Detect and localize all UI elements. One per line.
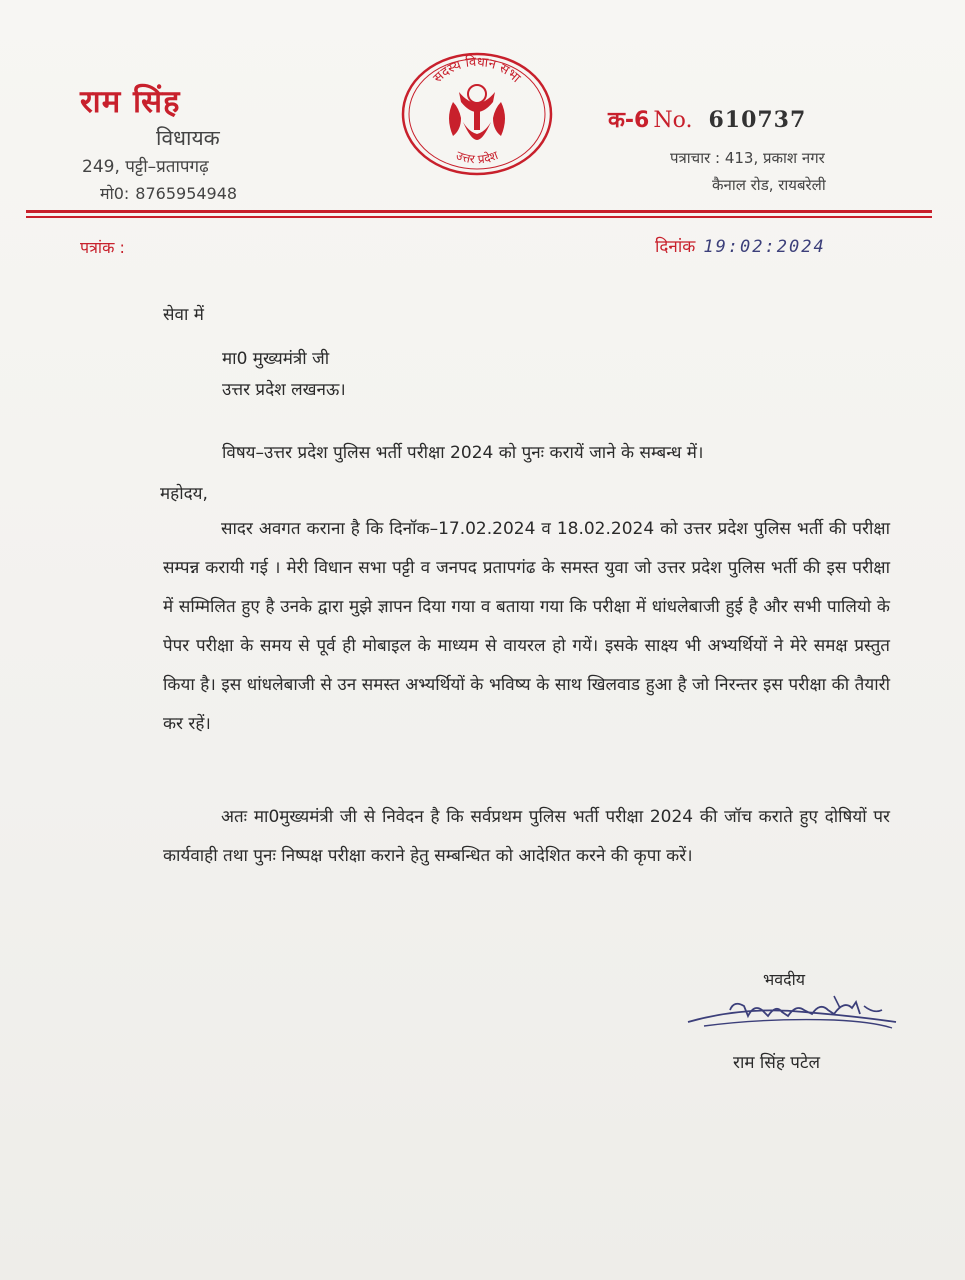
mobile-line (100, 182, 237, 204)
body-paragraph-2 (163, 798, 890, 876)
closing: भवदीय (763, 970, 806, 989)
handwritten-signature (684, 992, 900, 1036)
greeting: महोदय, (160, 484, 208, 504)
correspondence-address-line2: कैनाल रोड, रायबरेली (712, 176, 826, 194)
body-paragraph-1 (163, 510, 890, 744)
designation: विधायक (156, 126, 220, 150)
constituency-address: 249, पट्टी–प्रतापगढ़ (82, 157, 209, 177)
subject-line: विषय–उत्तर प्रदेश पुलिस भर्ती परीक्षा 2024 को पुनः करायें जाने के सम्बन्ध में। (222, 443, 704, 463)
signer-name: राम सिंह पटेल (733, 1053, 821, 1073)
emblem-icon (449, 85, 505, 140)
svg-text:उत्तर प्रदेश (454, 148, 501, 166)
assembly-seal-logo (401, 52, 553, 176)
handwritten-date: 19:02:2024 (703, 237, 826, 257)
letterhead-divider (26, 210, 932, 213)
paragraph-2-text: अतः मा0मुख्यमंत्री जी से निवेदन है कि सर्वप्रथम पुलिस भर्ती परीक्षा 2024 की जॉच कराते हुए दोषियों पर कार्यवाही तथा पुनः निष्पक्ष परीक्षा कराने हेतु सम्बन्धित को आदेशित करने की कृपा करें। (163, 807, 890, 866)
ref-number: 610737 (708, 107, 807, 133)
salutation-to: सेवा में (163, 305, 204, 325)
dinank-label: दिनांक (655, 237, 696, 257)
mla-name: राम सिंह (80, 84, 181, 120)
letterhead-divider-thin (26, 216, 932, 218)
seal-bottom-text: उत्तर प्रदेश (454, 148, 500, 167)
mobile-label: मो0: (100, 184, 130, 203)
correspondence-address-line1: पत्राचार : 413, प्रकाश नगर (670, 149, 825, 167)
mobile-number: 8765954948 (135, 184, 238, 203)
recipient-line1: मा0 मुख्यमंत्री जी (222, 349, 330, 369)
paragraph-1-text: सादर अवगत कराना है कि दिनॉक–17.02.2024 व 18.02.2024 को उत्तर प्रदेश पुलिस भर्ती की परीक्षा सम्पन्न करायी गई । मेरी विधान सभा पट्टी व जनपद प्रतापगंढ के समस्त युवा जो उत्तर प्रदेश पुलिस भर्ती की इस परीक्षा में सम्मिलित हुए है उनके द्वारा मुझे ज्ञापन दिया गया व बताया गया कि परीक्षा में धांधलेबाजी हुई है और सभी पालियो के पेपर परीक्षा के समय से पूर्व ही मोबाइल के माध्यम से वायरल हो गयें। इसके साक्ष्य भी अभ्यर्थियों ने मेरे समक्ष प्रस्तुत किया है। इस धांधलेबाजी से उन समस्त अभ्यर्थियों के भविष्य के साथ खिलवाड हुआ है जो निरन्तर इस परीक्षा की तैयारी कर रहें। (163, 519, 890, 734)
seal-top-text: सदस्य विधान सभा (430, 54, 524, 87)
ref-prefix: क-6 (608, 108, 650, 133)
patrank-label: पत्रांक : (80, 238, 125, 257)
recipient-line2: उत्तर प्रदेश लखनऊ। (222, 380, 346, 400)
reference-number (608, 104, 806, 134)
ref-no-label: No. (653, 108, 693, 133)
date-line (655, 234, 826, 257)
